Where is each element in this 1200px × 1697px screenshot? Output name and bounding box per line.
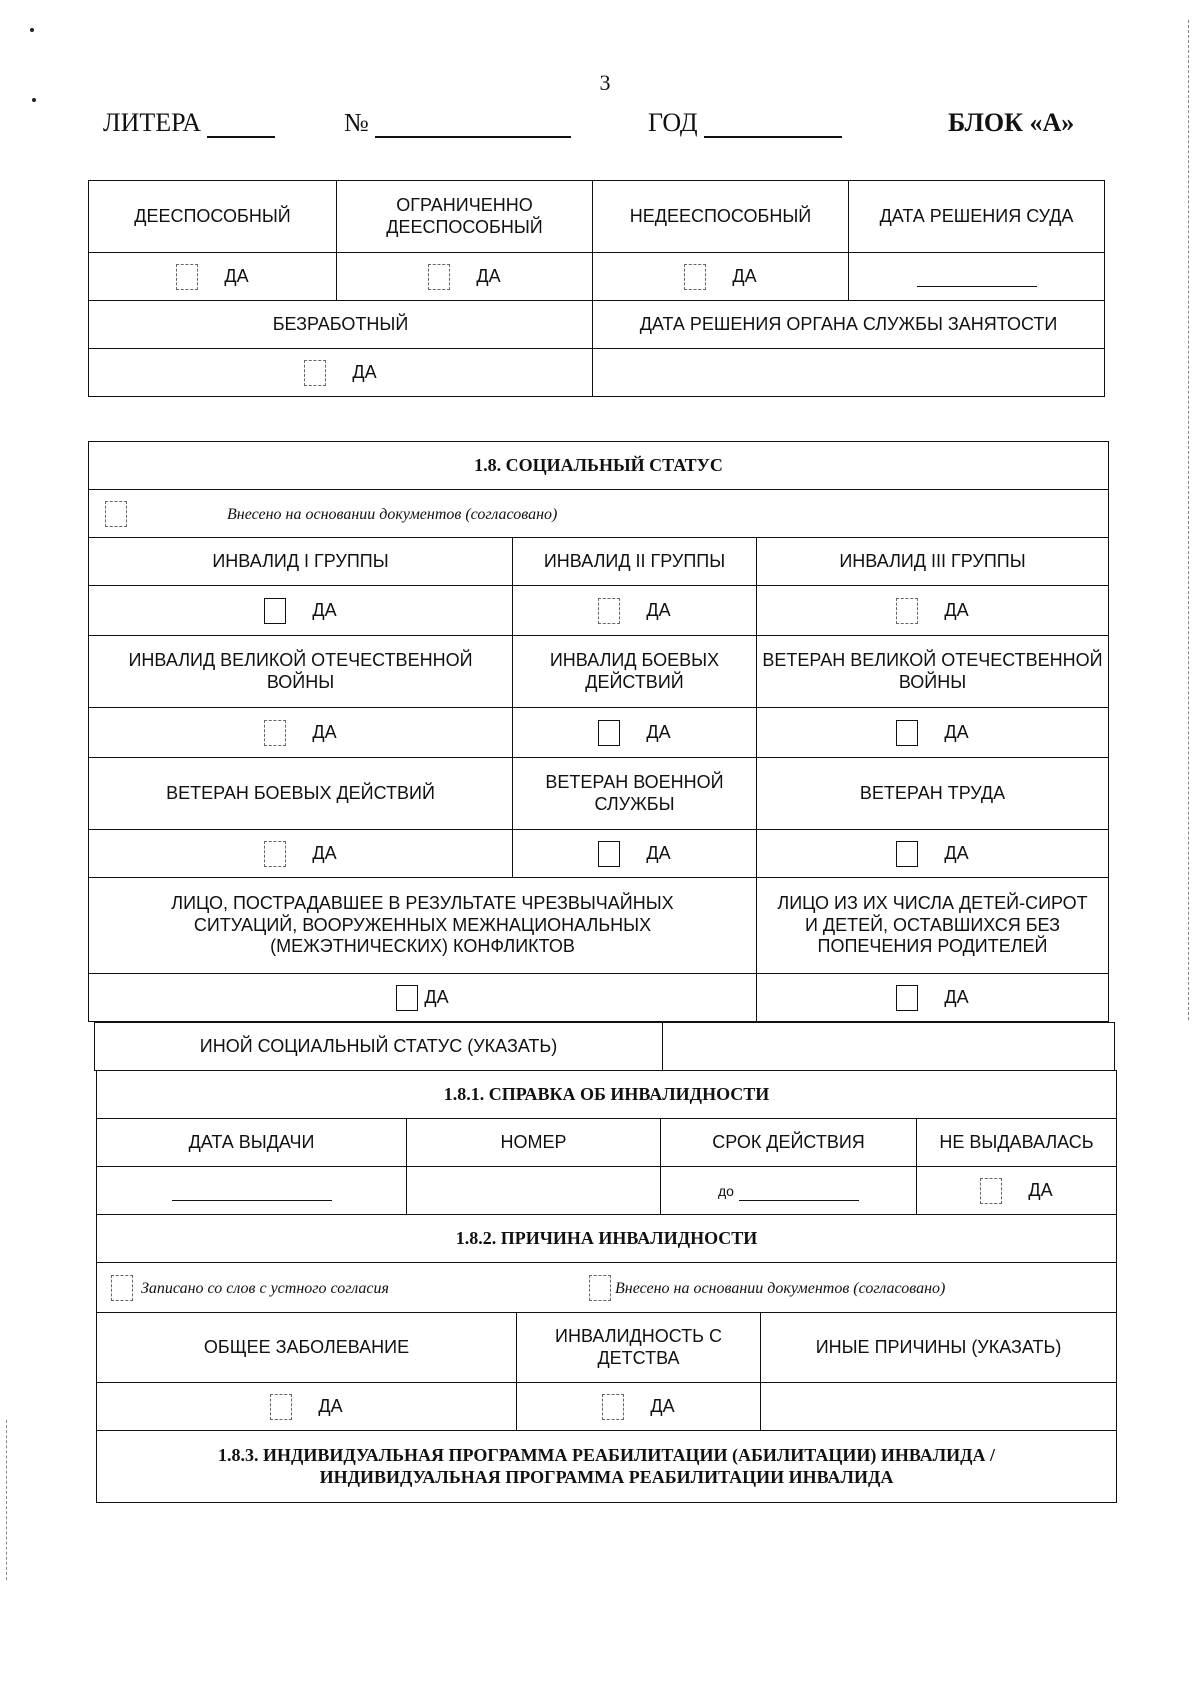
combat-disabled-checkbox[interactable] bbox=[598, 720, 620, 746]
disabled-group2-cell bbox=[513, 586, 757, 636]
cause-docs-checkbox[interactable] bbox=[589, 1275, 611, 1301]
issue-date-header: ДАТА ВЫДАЧИ bbox=[97, 1119, 407, 1167]
employment-date-header: ДАТА РЕШЕНИЯ ОРГАНА СЛУЖБЫ ЗАНЯТОСТИ bbox=[593, 301, 1105, 349]
page-number: 3 bbox=[599, 70, 611, 95]
rehab-program-title: 1.8.3. ИНДИВИДУАЛЬНАЯ ПРОГРАММА РЕАБИЛИТАЦИИ (АБИЛИТАЦИИ) ИНВАЛИДА / ИНДИВИДУАЛЬНАЯ ПРОГРАММА РЕАБИЛИТАЦИИ ИНВАЛИДА bbox=[97, 1431, 1117, 1503]
oral-consent-checkbox[interactable] bbox=[111, 1275, 133, 1301]
yes-label: ДА bbox=[944, 842, 969, 863]
other-status-table bbox=[94, 1022, 1115, 1071]
labor-veteran-header: ВЕТЕРАН ТРУДА bbox=[757, 758, 1109, 830]
childhood-disability-header: ИНВАЛИДНОСТЬ С ДЕТСТВА bbox=[517, 1313, 761, 1383]
wwii-disabled-header: ИНВАЛИД ВЕЛИКОЙ ОТЕЧЕСТВЕННОЙ ВОЙНЫ bbox=[89, 636, 513, 708]
year-field[interactable] bbox=[704, 112, 842, 138]
general-disease-cell bbox=[97, 1383, 517, 1431]
litera-label: ЛИТЕРА bbox=[103, 108, 202, 137]
not-issued-header: НЕ ВЫДАВАЛАСЬ bbox=[917, 1119, 1117, 1167]
yes-label: ДА bbox=[312, 721, 337, 742]
not-issued-cell bbox=[917, 1167, 1117, 1215]
scan-dot bbox=[30, 28, 34, 32]
yes-label: ДА bbox=[650, 1395, 675, 1416]
scan-edge bbox=[6, 1420, 7, 1580]
combat-disabled-header: ИНВАЛИД БОЕВЫХ ДЕЙСТВИЙ bbox=[513, 636, 757, 708]
block-label: БЛОК «А» bbox=[948, 108, 1075, 137]
yes-label: ДА bbox=[646, 599, 671, 620]
emergency-victim-checkbox[interactable] bbox=[396, 985, 418, 1011]
cause-docs-label: Внесено на основании документов (согласовано) bbox=[614, 1279, 946, 1297]
not-issued-checkbox[interactable] bbox=[980, 1178, 1002, 1204]
court-date-cell[interactable] bbox=[849, 253, 1105, 301]
military-veteran-cell bbox=[513, 830, 757, 878]
litera-field[interactable] bbox=[207, 112, 275, 138]
disability-cause-table bbox=[96, 1214, 1117, 1503]
yes-label: ДА bbox=[1028, 1179, 1053, 1200]
oral-consent-label: Записано со слов с устного согласия bbox=[141, 1279, 389, 1297]
court-date-header: ДАТА РЕШЕНИЯ СУДА bbox=[849, 181, 1105, 253]
incapable-checkbox[interactable] bbox=[684, 264, 706, 290]
incapable-cell bbox=[593, 253, 849, 301]
year-label: ГОД bbox=[648, 108, 698, 137]
until-label: до bbox=[718, 1182, 734, 1199]
social-docs-label: Внесено на основании документов (согласовано) bbox=[227, 505, 558, 523]
incapable-header: НЕДЕЕСПОСОБНЫЙ bbox=[593, 181, 849, 253]
disabled-group1-header: ИНВАЛИД I ГРУППЫ bbox=[89, 538, 513, 586]
header-number bbox=[344, 108, 571, 138]
emergency-victim-header: ЛИЦО, ПОСТРАДАВШЕЕ В РЕЗУЛЬТАТЕ ЧРЕЗВЫЧАЙНЫХ СИТУАЦИЙ, ВООРУЖЕННЫХ МЕЖНАЦИОНАЛЬНЫХ (МЕЖЭТНИЧЕСКИХ) КОНФЛИКТОВ bbox=[89, 878, 757, 974]
social-status-table bbox=[88, 441, 1109, 1022]
header-year bbox=[648, 108, 842, 138]
unemployed-checkbox[interactable] bbox=[304, 360, 326, 386]
disability-certificate-table bbox=[96, 1070, 1117, 1215]
limited-capable-checkbox[interactable] bbox=[428, 264, 450, 290]
certificate-title: 1.8.1. СПРАВКА ОБ ИНВАЛИДНОСТИ bbox=[97, 1071, 1117, 1119]
other-causes-header: ИНЫЕ ПРИЧИНЫ (УКАЗАТЬ) bbox=[761, 1313, 1117, 1383]
general-disease-header: ОБЩЕЕ ЗАБОЛЕВАНИЕ bbox=[97, 1313, 517, 1383]
yes-label: ДА bbox=[352, 361, 377, 382]
wwii-disabled-cell bbox=[89, 708, 513, 758]
number-field[interactable] bbox=[375, 112, 571, 138]
yes-label: ДА bbox=[646, 842, 671, 863]
validity-cell bbox=[661, 1167, 917, 1215]
disabled-group1-checkbox[interactable] bbox=[264, 598, 286, 624]
unemployed-cell bbox=[89, 349, 593, 397]
limited-capable-header: ОГРАНИЧЕННО ДЕЕСПОСОБНЫЙ bbox=[337, 181, 593, 253]
validity-field[interactable] bbox=[739, 1184, 859, 1201]
labor-veteran-checkbox[interactable] bbox=[896, 841, 918, 867]
capable-cell bbox=[89, 253, 337, 301]
yes-label: ДА bbox=[944, 721, 969, 742]
orphans-checkbox[interactable] bbox=[896, 985, 918, 1011]
disabled-group3-cell bbox=[757, 586, 1109, 636]
childhood-disability-cell bbox=[517, 1383, 761, 1431]
combat-disabled-cell bbox=[513, 708, 757, 758]
other-status-field[interactable] bbox=[663, 1023, 1115, 1071]
validity-header: СРОК ДЕЙСТВИЯ bbox=[661, 1119, 917, 1167]
issue-date-field[interactable] bbox=[172, 1184, 332, 1201]
header-litera bbox=[103, 108, 275, 138]
combat-veteran-checkbox[interactable] bbox=[264, 841, 286, 867]
emergency-victim-cell bbox=[89, 974, 757, 1022]
yes-label: ДА bbox=[476, 265, 501, 286]
yes-label: ДА bbox=[732, 265, 757, 286]
combat-veteran-header: ВЕТЕРАН БОЕВЫХ ДЕЙСТВИЙ bbox=[89, 758, 513, 830]
orphans-header: ЛИЦО ИЗ ИХ ЧИСЛА ДЕТЕЙ-СИРОТ И ДЕТЕЙ, ОСТАВШИХСЯ БЕЗ ПОПЕЧЕНИЯ РОДИТЕЛЕЙ bbox=[757, 878, 1109, 974]
legal-capacity-table bbox=[88, 180, 1105, 397]
wwii-veteran-checkbox[interactable] bbox=[896, 720, 918, 746]
orphans-cell bbox=[757, 974, 1109, 1022]
yes-label: ДА bbox=[224, 265, 249, 286]
court-date-field[interactable] bbox=[917, 270, 1037, 287]
yes-label: ДА bbox=[424, 986, 449, 1007]
cert-number-cell[interactable] bbox=[407, 1167, 661, 1215]
military-veteran-checkbox[interactable] bbox=[598, 841, 620, 867]
yes-label: ДА bbox=[312, 599, 337, 620]
yes-label: ДА bbox=[944, 599, 969, 620]
disabled-group1-cell bbox=[89, 586, 513, 636]
cert-number-header: НОМЕР bbox=[407, 1119, 661, 1167]
wwii-veteran-cell bbox=[757, 708, 1109, 758]
yes-label: ДА bbox=[646, 721, 671, 742]
disabled-group2-checkbox[interactable] bbox=[598, 598, 620, 624]
childhood-disability-checkbox[interactable] bbox=[602, 1394, 624, 1420]
disabled-group3-header: ИНВАЛИД III ГРУППЫ bbox=[757, 538, 1109, 586]
social-status-title: 1.8. СОЦИАЛЬНЫЙ СТАТУС bbox=[89, 442, 1109, 490]
military-veteran-header: ВЕТЕРАН ВОЕННОЙ СЛУЖБЫ bbox=[513, 758, 757, 830]
scan-dot bbox=[32, 98, 36, 102]
general-disease-checkbox[interactable] bbox=[270, 1394, 292, 1420]
wwii-disabled-checkbox[interactable] bbox=[264, 720, 286, 746]
issue-date-cell[interactable] bbox=[97, 1167, 407, 1215]
yes-label: ДА bbox=[944, 986, 969, 1007]
yes-label: ДА bbox=[318, 1395, 343, 1416]
cause-title: 1.8.2. ПРИЧИНА ИНВАЛИДНОСТИ bbox=[97, 1215, 1117, 1263]
social-docs-checkbox[interactable] bbox=[105, 501, 127, 527]
other-causes-field[interactable] bbox=[761, 1383, 1117, 1431]
other-status-label: ИНОЙ СОЦИАЛЬНЫЙ СТАТУС (УКАЗАТЬ) bbox=[95, 1023, 663, 1071]
unemployed-header: БЕЗРАБОТНЫЙ bbox=[89, 301, 593, 349]
scan-edge bbox=[1188, 20, 1189, 1020]
social-docs-row bbox=[89, 490, 1109, 538]
disabled-group2-header: ИНВАЛИД II ГРУППЫ bbox=[513, 538, 757, 586]
combat-veteran-cell bbox=[89, 830, 513, 878]
capable-header: ДЕЕСПОСОБНЫЙ bbox=[89, 181, 337, 253]
yes-label: ДА bbox=[312, 842, 337, 863]
employment-date-cell[interactable] bbox=[593, 349, 1105, 397]
number-label: № bbox=[344, 108, 369, 137]
disabled-group3-checkbox[interactable] bbox=[896, 598, 918, 624]
wwii-veteran-header: ВЕТЕРАН ВЕЛИКОЙ ОТЕЧЕСТВЕННОЙ ВОЙНЫ bbox=[757, 636, 1109, 708]
cause-consent-row bbox=[97, 1263, 1117, 1313]
labor-veteran-cell bbox=[757, 830, 1109, 878]
capable-checkbox[interactable] bbox=[176, 264, 198, 290]
limited-capable-cell bbox=[337, 253, 593, 301]
